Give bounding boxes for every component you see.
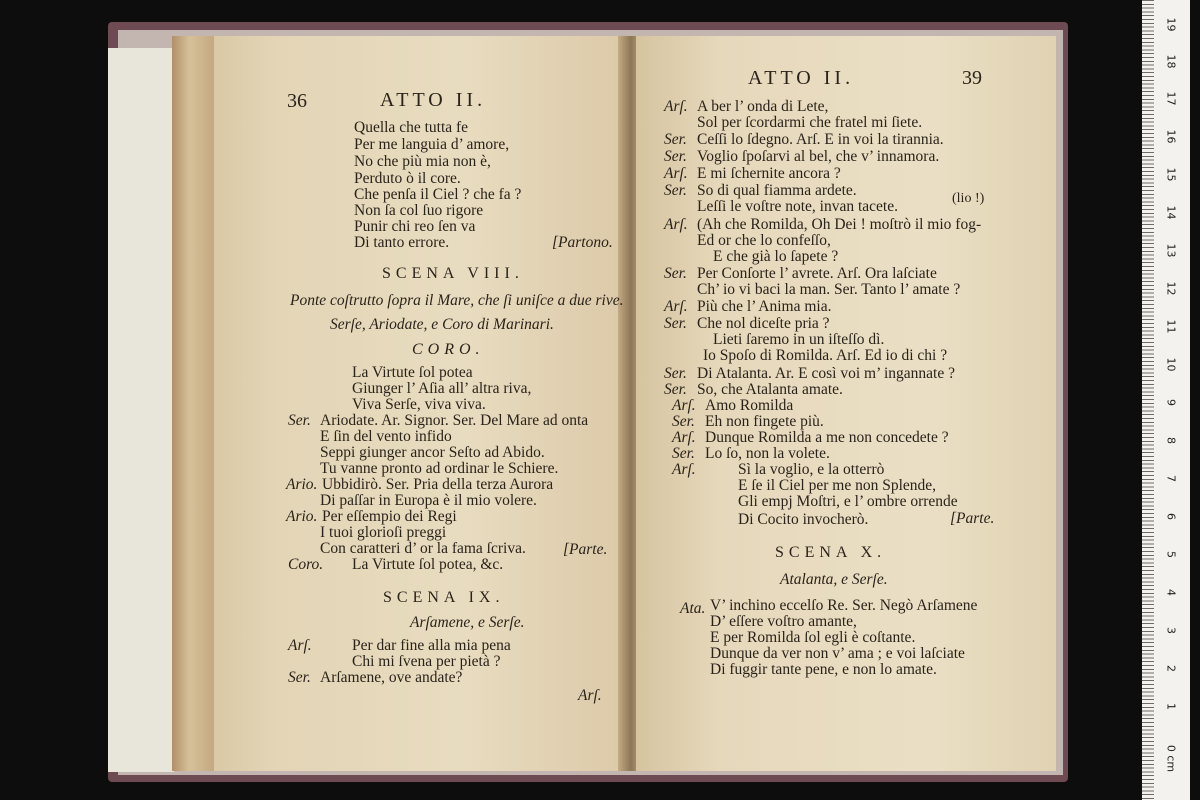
running-head: ATTO II.: [748, 67, 855, 89]
verse-line: E ſe il Ciel per me non Splende,: [738, 477, 937, 494]
verse-line: E ſin del vento infido: [320, 428, 452, 445]
speaker-label: Ario.: [286, 508, 318, 525]
verse-line: Perduto ò il core.: [354, 170, 461, 187]
scene-heading: SCENA X.: [775, 544, 887, 561]
verse-line: Con caratteri d’ or la fama ſcriva.: [320, 540, 526, 557]
verse-line: I tuoi glorioſi preggi: [320, 524, 447, 541]
verse-line: Dunque Romilda a me non concedete ?: [705, 429, 949, 446]
verse-line: Per eſſempio dei Regi: [322, 508, 457, 525]
running-head: ATTO II.: [380, 89, 487, 111]
speaker-label: Arſ.: [672, 429, 696, 446]
speaker-label: Coro.: [288, 556, 324, 573]
verse-line: D’ eſſere voſtro amante,: [710, 613, 857, 630]
speaker-label: Ser.: [664, 182, 687, 199]
catchword: Arſ.: [578, 687, 602, 704]
ruler-label: 5: [1164, 551, 1178, 558]
verse-line: So di qual fiamma ardete.: [697, 182, 857, 199]
verse-line: Ch’ io vi baci la man. Ser. Tanto l’ amate ?: [697, 281, 961, 298]
character-list: Atalanta, e Serſe.: [780, 571, 888, 588]
verse-line: Lieti ſaremo in un iſteſſo dì.: [713, 331, 885, 348]
speaker-label: Arſ.: [672, 461, 696, 478]
verse-line: Giunger l’ Aſia all’ altra riva,: [352, 380, 532, 397]
verse-line: Ubbidirò. Ser. Pria della terza Aurora: [322, 476, 554, 493]
verse-line: Per Conſorte l’ avrete. Arſ. Ora laſciate: [697, 265, 937, 282]
speaker-label: Arſ.: [664, 216, 688, 233]
ruler-label: 18: [1164, 54, 1178, 69]
speaker-label: Arſ.: [288, 637, 312, 654]
verse-line: Sol per ſcordarmi che fratel mi ſiete.: [697, 114, 923, 131]
speaker-label: Ser.: [664, 381, 687, 398]
verse-line: Chi mi ſvena per pietà ?: [352, 653, 501, 670]
verse-line: No che più mia non è,: [354, 153, 491, 170]
verse-line: Per dar fine alla mia pena: [352, 637, 511, 654]
verse-line: Voglio ſpoſarvi al bel, che v’ innamora.: [697, 148, 940, 165]
ruler-label: 15: [1164, 167, 1178, 182]
verse-line: Gli empj Moſtri, e l’ ombre orrende: [738, 493, 958, 510]
verse-line: La Virtute ſol potea, &c.: [352, 556, 504, 573]
ruler-label: 0 cm: [1164, 744, 1178, 773]
character-list: Serſe, Ariodate, e Coro di Marinari.: [330, 316, 554, 333]
ruler-label: 1: [1164, 703, 1178, 710]
speaker-label: Arſ.: [664, 98, 688, 115]
ruler-label: 7: [1164, 475, 1178, 482]
verse-line: E che già lo ſapete ?: [713, 248, 839, 265]
verse-line: Io Spoſo di Romilda. Arſ. Ed io di chi ?: [703, 347, 948, 364]
verse-line: Punir chi reo ſen va: [354, 218, 476, 235]
verse-line: Leſſi le voſtre note, invan tacete.: [697, 198, 898, 215]
verse-line: V’ inchino eccelſo Re. Ser. Negò Arſamene: [710, 597, 978, 614]
speaker-label: Ser.: [664, 365, 687, 382]
verse-line: (Ah che Romilda, Oh Dei ! moſtrò il mio fog-: [697, 216, 982, 233]
scene-heading: SCENA VIII.: [382, 265, 524, 282]
verse-line: Più che l’ Anima mia.: [697, 298, 832, 315]
ruler-label: 6: [1164, 513, 1178, 520]
ruler-label: 13: [1164, 243, 1178, 258]
verse-line: So, che Atalanta amate.: [697, 381, 843, 398]
exit-direction: [Parte.: [563, 541, 608, 558]
verse-line: Seppi giunger ancor Seſto ad Abido.: [320, 444, 545, 461]
speaker-label: Ser.: [288, 412, 311, 429]
verse-line: Quella che tutta fe: [354, 119, 469, 136]
page-number: 36: [287, 90, 307, 112]
exit-direction: [Partono.: [552, 234, 613, 251]
speaker-label: Ser.: [664, 131, 687, 148]
verse-line: Di Cocito invocherò.: [738, 511, 869, 528]
speaker-label: Ser.: [288, 669, 311, 686]
verse-line: Per me languia d’ amore,: [354, 136, 510, 153]
speaker-label: Ser.: [672, 445, 695, 462]
verse-line: Sì la voglio, e la otterrò: [738, 461, 885, 478]
speaker-label: Ser.: [664, 315, 687, 332]
verse-line: Di Atalanta. Ar. E così voi m’ ingannate ?: [697, 365, 955, 382]
verse-line: Tu vanne pronto ad ordinar le Schiere.: [320, 460, 559, 477]
ruler-label: 8: [1164, 437, 1178, 444]
speaker-label: Arſ.: [664, 298, 688, 315]
verse-line: E per Romilda ſol egli è coſtante.: [710, 629, 916, 646]
ruler-label: 12: [1164, 281, 1178, 296]
verse-line: Di paſſar in Europa è il mio volere.: [320, 492, 537, 509]
verse-line: E mi ſchernite ancora ?: [697, 165, 841, 182]
page-number: 39: [962, 67, 982, 89]
verse-line: Amo Romilda: [705, 397, 794, 414]
verse-line: Dunque da ver non v’ ama ; e voi laſciate: [710, 645, 965, 662]
verse-line: A ber l’ onda di Lete,: [697, 98, 829, 115]
verse-line: Ariodate. Ar. Signor. Ser. Del Mare ad onta: [320, 412, 589, 429]
verse-line: La Virtute ſol potea: [352, 364, 473, 381]
speaker-label: Arſ.: [672, 397, 696, 414]
verse-line: Ed or che lo confeſſo,: [697, 232, 831, 249]
scene-heading: SCENA IX.: [383, 589, 505, 606]
line-end-note: (lio !): [952, 191, 985, 206]
ruler-label: 2: [1164, 665, 1178, 672]
speaker-label: Ser.: [672, 413, 695, 430]
speaker-label: Ata.: [680, 600, 706, 617]
chorus-heading: CORO.: [412, 341, 485, 358]
character-list: Arſamene, e Serſe.: [410, 614, 525, 631]
verse-line: Di fuggir tante pene, e non lo amate.: [710, 661, 937, 678]
speaker-label: Ario.: [286, 476, 318, 493]
verse-line: Arſamene, ove andate?: [320, 669, 463, 686]
ruler-label: 17: [1164, 91, 1178, 106]
verse-line: Ceſſi lo ſdegno. Arſ. E in voi la tirannia.: [697, 131, 944, 148]
ruler-label: 3: [1164, 627, 1178, 634]
speaker-label: Arſ.: [664, 165, 688, 182]
verse-line: Lo ſo, non la volete.: [705, 445, 830, 462]
ruler-label: 11: [1164, 319, 1178, 334]
verse-line: Che nol diceſte pria ?: [697, 315, 830, 332]
speaker-label: Ser.: [664, 148, 687, 165]
endpaper: [108, 48, 174, 772]
verse-line: Che penſa il Ciel ? che fa ?: [354, 186, 522, 203]
ruler-label: 16: [1164, 129, 1178, 144]
ruler-ticks: [1142, 0, 1154, 800]
verse-line: Eh non fingete più.: [705, 413, 824, 430]
stage-direction: Ponte coſtrutto ſopra il Mare, che ſi uniſce a due rive.: [290, 292, 624, 309]
ruler-label: 14: [1164, 205, 1178, 220]
verse-line: Viva Serſe, viva viva.: [352, 396, 486, 413]
ruler-label: 19: [1164, 17, 1178, 32]
ruler-label: 10: [1164, 357, 1178, 372]
exit-direction: [Parte.: [950, 510, 995, 527]
ruler-label: 9: [1164, 399, 1178, 406]
speaker-label: Ser.: [664, 265, 687, 282]
verse-line: Di tanto errore.: [354, 234, 450, 251]
verse-line: Non ſa col ſuo rigore: [354, 202, 484, 219]
ruler-label: 4: [1164, 589, 1178, 596]
